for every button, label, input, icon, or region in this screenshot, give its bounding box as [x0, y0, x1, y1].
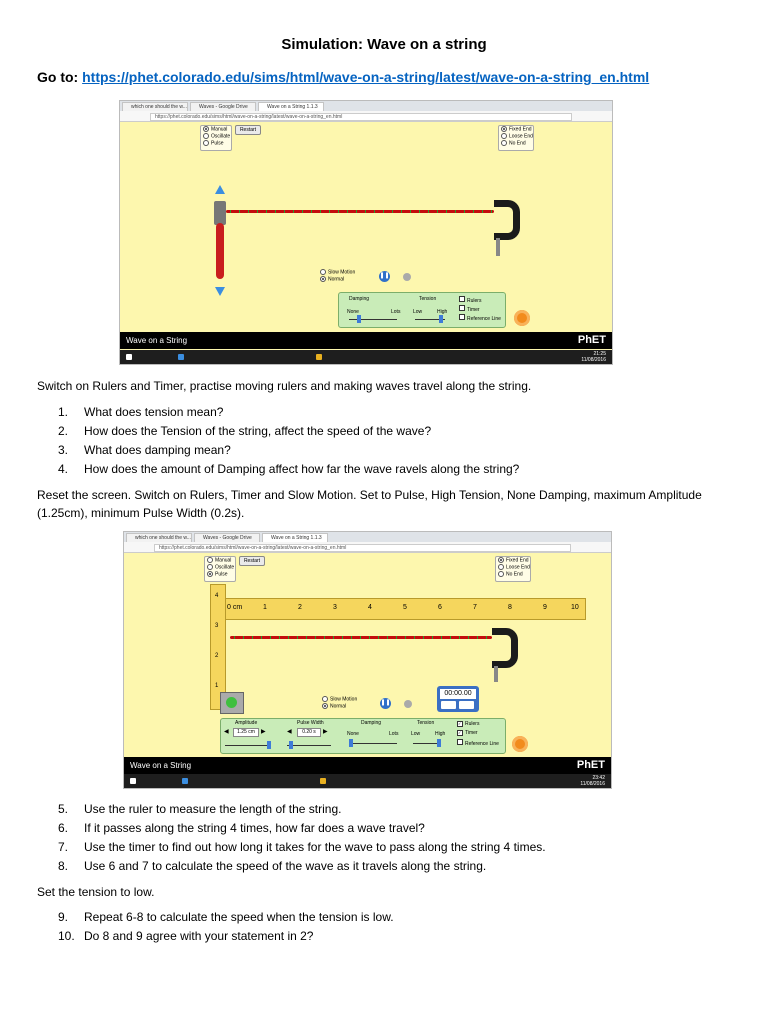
- radio-icon: [498, 571, 504, 577]
- page-title: Simulation: Wave on a string: [281, 36, 487, 53]
- browser-tab[interactable]: Waves - Google Drive: [190, 102, 256, 111]
- timer-checkbox[interactable]: Timer: [459, 305, 480, 313]
- goto-link[interactable]: https://phet.colorado.edu/sims/html/wave-on-a-string/latest/wave-on-a-string_en.html: [82, 69, 650, 85]
- browser-tab[interactable]: which one should the w...: [126, 533, 192, 542]
- question-item: 10. Do 8 and 9 agree with your statement in 2?: [58, 929, 314, 943]
- instructions-3: Set the tension to low.: [37, 885, 155, 899]
- question-item: 2. How does the Tension of the string, affect the speed of the wave?: [58, 424, 432, 438]
- end-panel: [498, 125, 534, 151]
- radio-icon: [498, 564, 504, 570]
- radio-selected-icon: [207, 571, 213, 577]
- ruler-label: 9: [543, 604, 547, 611]
- taskbar-clock: 23:42 11/08/2016: [580, 775, 605, 787]
- speed-option[interactable]: Normal: [318, 276, 355, 283]
- amplitude-value[interactable]: 1.25 cm: [233, 728, 259, 737]
- pause-button[interactable]: ❚❚: [380, 698, 391, 709]
- pulse-generator-button[interactable]: [220, 692, 244, 714]
- question-item: 1. What does tension mean?: [58, 405, 224, 419]
- tension-min-label: Low: [411, 731, 421, 737]
- radio-icon: [501, 140, 507, 146]
- amplitude-slider-thumb[interactable]: [267, 741, 271, 749]
- vruler-label: 2: [215, 653, 219, 659]
- ruler-label: 4: [368, 604, 372, 611]
- windows-start-icon[interactable]: [130, 778, 136, 784]
- question-item: 6. If it passes along the string 4 times, how far does a wave travel?: [58, 821, 425, 835]
- screenshot-1: [119, 100, 613, 365]
- mode-option[interactable]: Manual: [201, 126, 231, 133]
- radio-selected-icon: [203, 126, 209, 132]
- reference-line-checkbox[interactable]: Reference Line: [457, 739, 499, 747]
- question-item: 7. Use the timer to find out how long it takes for the wave to pass along the string 4 times.: [58, 840, 546, 854]
- ruler-label: 2: [298, 604, 302, 611]
- browser-address-bar: [120, 111, 612, 122]
- ruler-label: 5: [403, 604, 407, 611]
- instructions-2: Reset the screen. Switch on Rulers, Timer and Slow Motion. Set to Pulse, High Tension, None Damping, maximum Amplitude (1.25cm), minimum Pulse Width (0.2s).: [37, 488, 702, 520]
- sim-navbar: [120, 332, 612, 349]
- question-list-2: [37, 800, 546, 876]
- arrow-down-icon: [215, 287, 225, 296]
- reset-all-button[interactable]: [514, 310, 530, 326]
- ruler-label: 8: [508, 604, 512, 611]
- control-panel: [220, 718, 506, 754]
- radio-selected-icon: [322, 703, 328, 709]
- windows-taskbar: [124, 774, 611, 788]
- radio-icon: [207, 557, 213, 563]
- ruler-label: 1: [263, 604, 267, 611]
- windows-start-icon[interactable]: [126, 354, 132, 360]
- amplitude-decrease[interactable]: ◀: [224, 729, 229, 735]
- amplitude-increase[interactable]: ▶: [261, 729, 266, 735]
- wave-string: [230, 636, 492, 639]
- browser-tab[interactable]: Waves - Google Drive: [194, 533, 260, 542]
- speed-panel: [320, 696, 357, 710]
- damping-slider-thumb[interactable]: [357, 315, 361, 323]
- radio-icon: [207, 564, 213, 570]
- mode-option[interactable]: Oscillate: [205, 564, 235, 571]
- browser-tab-active[interactable]: Wave on a String 1.1.3: [262, 533, 328, 542]
- pulse-width-value[interactable]: 0.20 s: [297, 728, 321, 737]
- url-field[interactable]: https://phet.colorado.edu/sims/html/wave-on-a-string/latest/wave-on-a-string_en.html: [150, 113, 572, 121]
- tension-slider-thumb[interactable]: [437, 739, 441, 747]
- question-item: 8. Use 6 and 7 to calculate the speed of the wave as it travels along the string.: [58, 859, 487, 873]
- wrench-handle: [216, 223, 224, 279]
- damping-slider[interactable]: [349, 743, 397, 744]
- reference-line-checkbox[interactable]: Reference Line: [459, 314, 501, 322]
- pulse-width-increase[interactable]: ▶: [323, 729, 328, 735]
- sim-navbar: [124, 757, 611, 774]
- timer-display: 00:00.00: [440, 689, 476, 699]
- end-option[interactable]: Fixed End: [499, 126, 533, 133]
- pulse-width-slider[interactable]: [287, 745, 331, 746]
- sim-title: Wave on a String: [126, 336, 188, 345]
- wrench-icon[interactable]: [212, 201, 226, 285]
- goto-label: Go to:: [37, 69, 79, 85]
- pulse-width-label: Pulse Width: [297, 720, 324, 726]
- question-list-3: [37, 908, 394, 946]
- amplitude-slider[interactable]: [225, 745, 271, 746]
- damping-max-label: Lots: [391, 309, 401, 315]
- clamp-screw: [494, 666, 498, 682]
- goto-line: [37, 69, 649, 85]
- end-option[interactable]: Loose End: [496, 564, 530, 571]
- tension-min-label: Low: [413, 309, 423, 315]
- end-panel: [495, 556, 531, 582]
- end-option[interactable]: Loose End: [499, 133, 533, 140]
- rulers-checkbox[interactable]: ✓ Rulers: [458, 721, 480, 727]
- damping-max-label: Lots: [389, 731, 399, 737]
- damping-label: Damping: [361, 720, 382, 726]
- end-option[interactable]: Fixed End: [496, 557, 530, 564]
- damping-label: Damping: [349, 296, 370, 302]
- mode-option[interactable]: Pulse: [201, 140, 231, 147]
- reset-all-button[interactable]: [512, 736, 528, 752]
- vruler-label: 3: [215, 623, 219, 629]
- radio-icon: [203, 133, 209, 139]
- mode-panel: [204, 556, 236, 582]
- mode-option[interactable]: Pulse: [205, 571, 235, 578]
- radio-icon: [203, 140, 209, 146]
- tension-label: Tension: [419, 296, 437, 302]
- tension-slider-thumb[interactable]: [439, 315, 443, 323]
- radio-selected-icon: [498, 557, 504, 563]
- question-item: 3. What does damping mean?: [58, 443, 231, 457]
- question-item: 9. Repeat 6-8 to calculate the speed when the tension is low.: [58, 910, 394, 924]
- browser-tab[interactable]: which one should the w...: [122, 102, 188, 111]
- mode-panel: [200, 125, 232, 151]
- damping-min-label: None: [347, 731, 359, 737]
- damping-min-label: None: [347, 309, 359, 315]
- timer-reset-button[interactable]: [441, 701, 456, 709]
- mode-option[interactable]: Oscillate: [201, 133, 231, 140]
- question-list-1: [37, 403, 519, 479]
- phet-logo[interactable]: PhET: [577, 334, 606, 346]
- question-item: 4. How does the amount of Damping affect how far the wave ravels along the string?: [58, 462, 520, 476]
- radio-icon: [322, 696, 328, 702]
- edge-icon[interactable]: [182, 778, 188, 784]
- restart-button[interactable]: Restart: [239, 556, 265, 566]
- tension-max-label: High: [435, 731, 446, 737]
- ruler-label: 7: [473, 604, 477, 611]
- timer-checkbox[interactable]: ✓ Timer: [458, 730, 478, 736]
- chrome-icon[interactable]: [316, 354, 322, 360]
- step-button[interactable]: [404, 700, 412, 708]
- url-field[interactable]: https://phet.colorado.edu/sims/html/wave-on-a-string/latest/wave-on-a-string_en.html: [154, 544, 571, 552]
- speed-panel: [318, 269, 355, 283]
- end-option[interactable]: No End: [499, 140, 533, 147]
- sim-title: Wave on a String: [130, 761, 192, 770]
- pause-button[interactable]: ❚❚: [379, 271, 390, 282]
- pulse-icon: [226, 697, 237, 708]
- radio-selected-icon: [501, 126, 507, 132]
- wave-string: [226, 210, 494, 213]
- pulse-width-decrease[interactable]: ◀: [287, 729, 292, 735]
- clamp-icon: [494, 200, 520, 240]
- screenshot-2: [123, 531, 612, 789]
- damping-slider-thumb[interactable]: [349, 739, 353, 747]
- edge-icon[interactable]: [178, 354, 184, 360]
- radio-selected-icon: [320, 276, 326, 282]
- phet-logo[interactable]: PhET: [576, 759, 605, 771]
- arrow-up-icon: [215, 185, 225, 194]
- radio-icon: [320, 269, 326, 275]
- windows-taskbar: [120, 350, 612, 364]
- browser-tab-strip: [120, 101, 612, 111]
- question-item: 5. Use the ruler to measure the length of the string.: [58, 802, 342, 816]
- speed-option[interactable]: Slow Motion: [320, 696, 357, 703]
- taskbar-clock: 21:25 11/08/2016: [581, 351, 606, 363]
- end-option[interactable]: No End: [496, 571, 530, 578]
- ruler-label: 3: [333, 604, 337, 611]
- tension-max-label: High: [437, 309, 448, 315]
- radio-icon: [501, 133, 507, 139]
- clamp-screw: [496, 238, 500, 256]
- ruler-label: 6: [438, 604, 442, 611]
- mode-option[interactable]: Manual: [205, 557, 235, 564]
- horizontal-ruler[interactable]: [222, 598, 586, 620]
- speed-option[interactable]: Slow Motion: [318, 269, 355, 276]
- tension-label: Tension: [417, 720, 435, 726]
- instructions-1: Switch on Rulers and Timer, practise moving rulers and making waves travel along the string.: [37, 379, 532, 393]
- timer-play-button[interactable]: [459, 701, 474, 709]
- browser-tab-strip: [124, 532, 611, 542]
- restart-button[interactable]: Restart: [235, 125, 261, 135]
- vruler-label: 1: [215, 683, 219, 689]
- browser-address-bar: [124, 542, 611, 553]
- browser-tab-active[interactable]: Wave on a String 1.1.3: [258, 102, 324, 111]
- pulse-width-slider-thumb[interactable]: [289, 741, 293, 749]
- step-button[interactable]: [403, 273, 411, 281]
- vruler-label: 4: [215, 593, 219, 599]
- stopwatch[interactable]: [437, 686, 479, 712]
- ruler-label: 10: [571, 604, 579, 611]
- wrench-head: [214, 201, 226, 225]
- ruler-label: 0 cm: [227, 604, 243, 611]
- rulers-checkbox[interactable]: Rulers: [459, 296, 481, 304]
- clamp-icon: [492, 628, 518, 668]
- control-panel: [338, 292, 506, 328]
- amplitude-label: Amplitude: [235, 720, 258, 726]
- speed-option[interactable]: Normal: [320, 703, 357, 710]
- chrome-icon[interactable]: [320, 778, 326, 784]
